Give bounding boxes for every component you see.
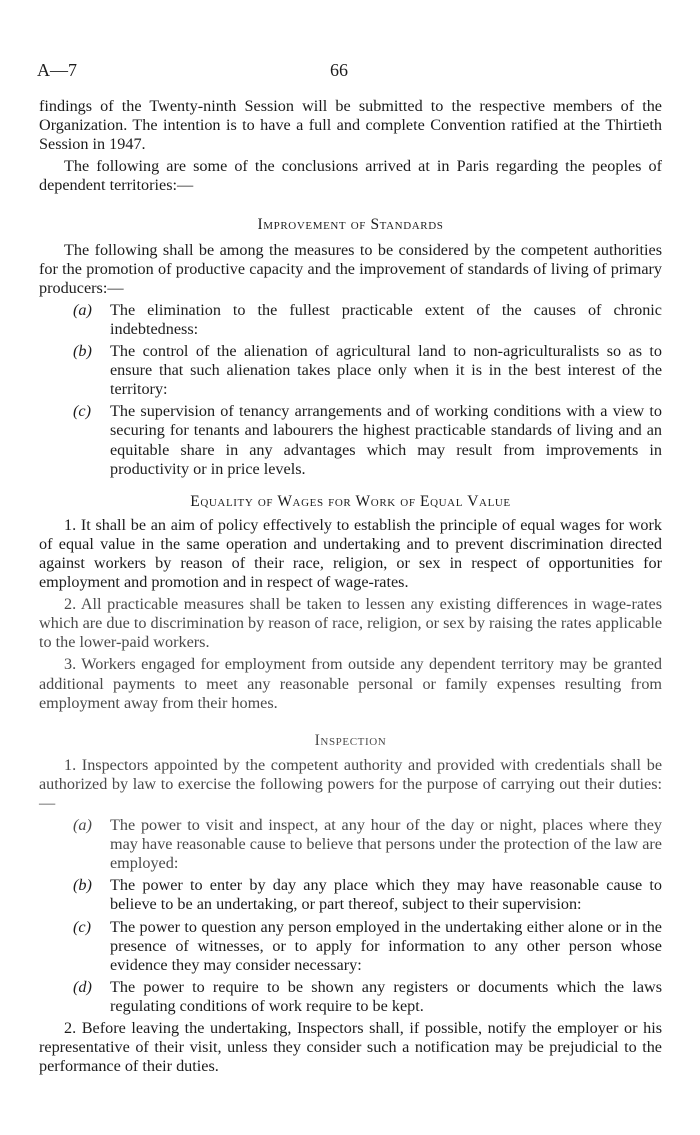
section-heading-equality: Equality of Wages for Work of Equal Value	[190, 492, 511, 510]
list-item	[73, 978, 662, 1016]
document-reference: A—7	[37, 60, 77, 80]
list-item	[73, 342, 662, 399]
page-number: 66	[330, 60, 348, 80]
inspection-closing-paragraph: 2. Before leaving the undertaking, Inspectors shall, if possible, notify the employer or his representative of their visit, unless they consider such a notification may be prejudicial to the performance of their duties.	[39, 1019, 662, 1076]
list-item-text: The control of the alienation of agricultural land to non-agriculturalists so as to ensure that such alienation takes place only when it is in the best interest of the territory:	[110, 342, 662, 399]
list-item-label: (c)	[73, 402, 91, 421]
intro-paragraph: findings of the Twenty-ninth Session will be submitted to the respective members of the Organization. The intention is to have a full and complete Convention ratified at the Thirtieth Session in 1947.	[39, 97, 662, 154]
list-item	[73, 816, 662, 873]
list-item-text: The power to enter by day any place which they may have reasonable cause to believe to be an undertaking, or part thereof, subject to their supervision:	[110, 876, 662, 914]
list-item-text: The power to visit and inspect, at any hour of the day or night, places where they may have reasonable cause to believe that persons under the protection of the law are employed:	[110, 816, 662, 873]
section-heading-standards: Improvement of Standards	[257, 216, 444, 234]
list-item-label: (b)	[73, 342, 92, 361]
inspection-lead-paragraph: 1. Inspectors appointed by the competent authority and provided with credentials shall be authorized by law to exercise the following powers for the purpose of carrying out their duties:—	[39, 755, 662, 812]
list-item	[73, 918, 662, 975]
list-item-text: The power to require to be shown any registers or documents which the laws regulating conditions of work require to be kept.	[110, 977, 662, 1015]
equality-paragraph: 1. It shall be an aim of policy effectively to establish the principle of equal wages for work of equal value in the same operation and undertaking and to prevent discrimination directed against workers by reason of their race, religion, or sex in respect of opportunities for employment and promotion and in respect of wage-rates.	[39, 515, 662, 592]
list-item-label: (a)	[73, 816, 92, 835]
page-body	[39, 97, 662, 1076]
equality-paragraph: 3. Workers engaged for employment from outside any dependent territory may be granted additional payments to meet any reasonable personal or family expenses resulting from employment away from their homes.	[39, 655, 662, 712]
list-item-label: (c)	[73, 917, 91, 936]
list-item-label: (b)	[73, 876, 92, 895]
list-item	[73, 876, 662, 914]
list-item-text: The elimination to the fullest practicable extent of the causes of chronic indebtedness:	[110, 300, 662, 338]
list-item-label: (a)	[73, 300, 92, 319]
intro-paragraph: The following are some of the conclusions arrived at in Paris regarding the peoples of dependent territories:—	[39, 157, 662, 195]
section-heading-inspection: Inspection	[314, 731, 387, 749]
list-item	[73, 402, 662, 478]
list-item-text: The power to question any person employed in the undertaking either alone or in the presence of witnesses, or to apply for information to any other person whose evidence they may consider necessary:	[110, 917, 662, 974]
list-item-text: The supervision of tenancy arrangements and of working conditions with a view to securing for tenants and labourers the highest practicable standards of living and an equitable share in any advantages which may result from improvements in productivity or in price levels.	[110, 402, 662, 478]
standards-lead-paragraph: The following shall be among the measures to be considered by the competent authorities for the promotion of productive capacity and the improvement of standards of living of primary producers:—	[39, 240, 662, 297]
list-item-label: (d)	[73, 977, 92, 996]
list-item	[73, 301, 662, 339]
equality-paragraph: 2. All practicable measures shall be taken to lessen any existing differences in wage-rates which are due to discrimination by reason of race, religion, or sex by raising the rates applicable to the lower-paid workers.	[39, 595, 663, 652]
